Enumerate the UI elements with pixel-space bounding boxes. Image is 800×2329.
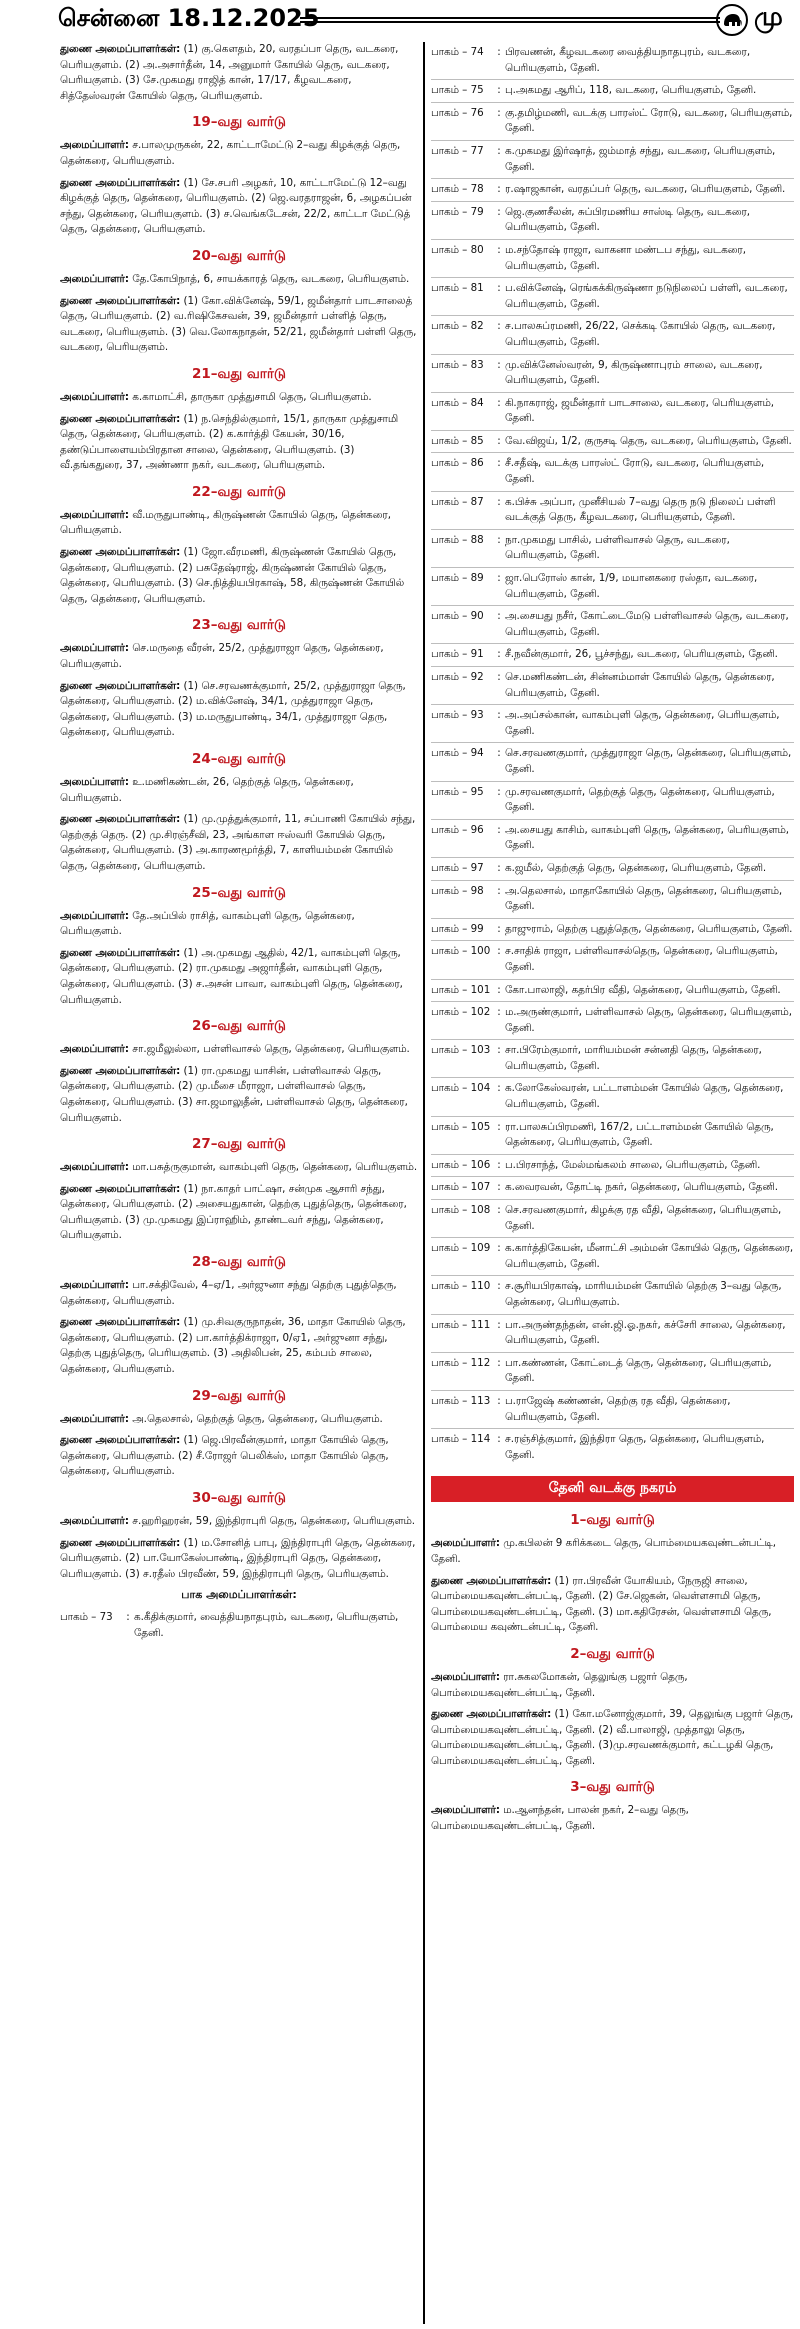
organiser-details: (1) செ.சரவணக்குமார், 25/2, முத்துராஜா தெரு, தென்கரை, பெரியகுளம். (2) ம.விக்னேஷ், 34/1, முத்துராஜா தெரு, தென்கரை, பெரியகுளம். (3) ம.மருதுபாண்டி, 34/1, முத்துராஜா தெரு, தென்கரை, பெரியகுளம். [60,679,406,739]
booth-row [431,667,794,705]
booth-number: பாகம் – 86 [431,457,484,470]
organiser-entry [60,545,418,607]
booth-number: பாகம் – 79 [431,205,484,218]
booth-separator: : [497,1181,501,1194]
role-label: துணை அமைப்பாளர்கள்: [60,176,181,189]
organiser-entry [60,1160,418,1176]
organiser-entry [431,1670,794,1701]
booth-separator: : [497,144,501,157]
role-label: துணை அமைப்பாளர்கள்: [431,1574,552,1587]
booth-organiser: பா.கண்ணன், கோட்டைத் தெரு, தென்கரை, பெரியகுளம், தேனி. [505,1356,772,1385]
booth-separator: : [497,572,501,585]
booth-number: பாகம் – 81 [431,282,484,295]
booth-number: பாகம் – 87 [431,495,484,508]
booth-row [431,316,794,354]
organiser-details: செ.மருதை வீரன், 25/2, முத்துராஜா தெரு, தென்கரை, பெரியகுளம். [60,642,384,671]
role-label: துணை அமைப்பாளர்கள்: [60,1434,181,1447]
organiser-details: தே.அப்பில் ராசித், வாகம்புளி தெரு, தென்கரை, பெரியகுளம். [60,909,355,938]
booth-row [431,431,794,454]
booth-separator: : [497,358,501,371]
booth-row [431,103,794,141]
organiser-entry [60,1514,418,1530]
elephant-emblem-icon [716,4,748,36]
ward-heading: 27–வது வார்டு [192,1136,286,1153]
booth-number: பாகம் – 93 [431,709,484,722]
ward-heading: 20–வது வார்டு [192,247,286,264]
booth-row [431,1315,794,1353]
booth-organiser: ம.சந்தோஷ் ராஜா, வாகனா மண்டப சந்து, வடகரை, பெரியகுளம், தேனி. [505,243,747,272]
booth-row [431,453,794,491]
booth-separator: : [497,243,501,256]
organiser-details: (1) கோ.விக்னேஷ், 59/1, ஜமீன்தார் பாடசாலைத் தெரு, பெரியகுளம். (2) வ.ரிஷிகேசவன், 39, ஜமீன்தார் பள்ளித் தெரு, வடகரை, பெரியகுளம். (3) வெ.லோகநாதன், 52/21, ஜமீன்தார் பள்ளி தெரு, வடகரை, பெரியகுளம். [60,294,417,354]
booth-organiser: கோ.பாலாஜி, கதர்பிர வீதி, தென்கரை, பெரியகுளம், தேனி. [505,983,781,996]
booth-organiser: செ.சரவணகுமார், கிழக்கு ரத வீதி, தென்கரை, பெரியகுளம், தேனி. [505,1204,782,1232]
booth-row [431,278,794,316]
role-label: அமைப்பாளர்: [431,1537,500,1550]
booth-separator: : [497,1006,501,1019]
booth-organiser: ர.ஷாஜகான், வரதப்பர் தெரு, வடகரை, பெரியகுளம், தேனி. [505,183,786,196]
booth-separator: : [497,84,501,97]
booth-row [431,179,794,202]
booth-organiser: மு.சரவணகுமார், தெற்குத் தெரு, தென்கரை, பெரியகுளம், தேனி. [505,785,775,814]
booth-separator: : [497,320,501,333]
masthead-title: மு [754,2,783,32]
booth-number: பாகம் – 97 [431,861,484,874]
booth-separator: : [497,434,501,447]
booth-separator: : [497,183,501,196]
booth-organiser: க.வைரவன், தோட்டி நகர், தென்கரை, பெரியகுளம், தேனி. [505,1181,778,1194]
ward-heading: 24–வது வார்டு [192,751,286,767]
booth-separator: : [126,1611,130,1624]
booth-row [431,1276,794,1314]
booth-number: பாகம் – 73 [60,1611,113,1624]
booth-number: பாகம் – 94 [431,747,484,760]
booth-separator: : [497,205,501,218]
booth-number: பாகம் – 114 [431,1433,491,1446]
role-label: அமைப்பாளர்: [60,1161,129,1174]
booth-separator: : [497,861,501,874]
role-label: அமைப்பாளர்: [60,390,129,403]
booth-organiser: க.கார்த்திகேயன், மீனாட்சி அம்மன் கோயில் தெரு, தென்கரை, பெரியகுளம், தேனி. [505,1242,794,1270]
role-label: அமைப்பாளர்: [60,272,129,285]
booth-organiser: க.முகமது இர்ஷாத், ஜம்மாத் சந்து, வடகரை, பெரியகுளம், தேனி. [505,144,776,173]
booth-organiser: ப.விக்னேஷ், ரெங்கக்கிருஷ்ணா நடுநிலைப் பள்ளி, வடகரை, பெரியகுளம், தேனி. [505,282,788,310]
booth-separator: : [497,823,501,836]
booth-number: பாகம் – 95 [431,785,484,798]
booth-row [431,1238,794,1276]
role-label: அமைப்பாளர்: [60,1043,129,1056]
booth-row [431,530,794,568]
organiser-entry [60,775,418,806]
booth-row [60,1607,418,1644]
booth-separator: : [497,1356,501,1369]
booth-separator: : [497,1394,501,1407]
organiser-details: (1) கோ.மனோஜ்குமார், 39, தெலுங்கு பஜார் தெரு, பொம்மையகவுண்டன்பட்டி, தேனி. (2) வீ.பாலாஜி, முத்தாலு தெரு, பொம்மையகவுண்டன்பட்டி, தேனி. (3)மு.சரவணக்குமார், கட்டழகி தெரு, பொம்மையகவுண்டன்பட்டி, தேனி. [431,1708,794,1767]
organiser-details: ம.ஆனந்தன், பாலன் நகர், 2–வது தெரு, பொம்மையகவுண்டன்பட்டி, தேனி. [431,1804,689,1833]
role-label: துணை அமைப்பாளர்கள்: [60,1182,181,1195]
booth-row [431,980,794,1003]
booth-row [431,705,794,743]
booth-organiser: அ.அப்சல்கான், வாகம்புளி தெரு, தென்கரை, பெரியகுளம், தேனி. [505,709,780,737]
role-label: துணை அமைப்பாளர்கள்: [60,1064,181,1077]
booth-row [431,393,794,431]
booth-number: பாகம் – 82 [431,320,484,333]
booth-organiser: ரா.பாலசுப்பிரமணி, 167/2, பட்டாளம்மன் கோயில் தெரு, தென்கரை, பெரியகுளம், தேனி. [505,1120,774,1149]
organiser-entry [60,138,418,169]
booth-organiser: செ.மணிகண்டன், சின்னம்மாள் கோயில் தெரு, தென்கரை, பெரியகுளம், தேனி. [505,671,775,699]
booth-organiser: கு.தமிழ்மணி, வடக்கு பாரஸ்ட் ரோடு, வடகரை, பெரியகுளம், தேனி. [505,106,793,135]
booth-organiser: ப.பிரசாந்த், மேல்மங்கலம் சாலை, பெரியகுளம், தேனி. [505,1158,761,1171]
organiser-entry [431,1803,794,1834]
booth-separator: : [497,785,501,798]
organiser-details: க.காமாட்சி, தாருகா முத்துசாமி தெரு, பெரியகுளம். [128,390,372,403]
booth-row [431,941,794,979]
booth-row [431,1155,794,1178]
booth-organiser: ச.ரஞ்சித்குமார், இந்திரா தெரு, தென்கரை, பெரியகுளம், தேனி. [505,1433,765,1461]
booth-row [431,492,794,530]
booth-separator: : [497,884,501,897]
booth-number: பாகம் – 108 [431,1204,491,1217]
booth-row [431,1391,794,1429]
booth-organiser: ச.சூரியபிரகாஷ், மாரியம்மன் கோயில் தெற்கு 3–வது தெரு, தென்கரை, பெரியகுளம். [505,1280,782,1308]
organiser-entry [60,1064,418,1126]
booth-number: பாகம் – 107 [431,1181,491,1194]
booth-number: பாகம் – 113 [431,1394,491,1407]
organiser-entry [60,1042,418,1058]
organiser-details: ச.ஹரிஹரன், 59, இந்திராபுரி தெரு, தென்கரை, பெரியகுளம். [128,1515,416,1527]
booth-number: பாகம் – 92 [431,671,484,683]
role-label: அமைப்பாளர்: [60,776,129,788]
organiser-entry [60,1278,418,1309]
role-label: அமைப்பாளர்: [60,1412,129,1425]
organiser-details: வீ.மருதுபாண்டி, கிருஷ்ணன் கோயில் தெரு, தென்கரை, பெரியகுளம். [60,508,391,537]
role-label: அமைப்பாளர்: [60,1279,129,1292]
booth-separator: : [497,1280,501,1293]
organiser-entry [60,1315,418,1377]
booth-row [431,858,794,881]
organiser-details: (1) மு.முத்துக்குமார், 11, சப்பாணி கோயில் சந்து, தெற்குத் தெரு. (2) மு.சிரஞ்சீவி, 23, அங்காள ஈஸ்வரி கோயில் தெரு, தென்கரை, பெரியகுளம். (3) அ.காரணமூர்த்தி, 7, காளியம்மன் கோயில் தெரு, தென்கரை, பெரியகுளம். [60,813,416,872]
organiser-entry [60,176,418,238]
booth-separator: : [497,396,501,409]
booth-number: பாகம் – 96 [431,823,484,836]
organiser-details: ரா.சுகலமோகன், தெலுங்கு பஜார் தெரு, பொம்மையகவுண்டன்பட்டி, தேனி. [431,1670,688,1699]
booth-separator: : [497,1120,501,1133]
section-banner: தேனி வடக்கு நகரம் [431,1476,794,1502]
booth-organiser: ச.சாதிக் ராஜா, பள்ளிவாசல்தெரு, தென்கரை, பெரியகுளம், தேனி. [505,945,778,973]
organiser-details: (1) ந.செந்தில்குமார், 15/1, தாருகா முத்துசாமி தெரு, தென்கரை, பெரியகுளம். (2) க.கார்த்தி கேயன், 30/16, தண்டுப்பாளையம்பிரதான சாலை, தென்கரை, பெரியகுளம். (3) வீ.தங்கதுரை, 37, அண்ணா நகர், வடகரை, பெரியகுளம். [60,412,399,472]
role-label: துணை அமைப்பாளர்கள்: [60,43,181,55]
booth-separator: : [497,1204,501,1217]
organiser-details: பா.சக்திவேல், 4–ஏ/1, அர்ஜுனா சந்து தெற்கு புதுத்தெரு, தென்கரை, பெரியகுளம். [60,1279,397,1307]
role-label: துணை அமைப்பாளர்கள்: [60,1316,181,1329]
booth-organiser: அ.தெலசால், மாதாகோயில் தெரு, தென்கரை, பெரியகுளம், தேனி. [505,884,783,913]
organiser-details: மு.கபிலன் 9 கரிக்கடை தெரு, பொம்மையகவுண்டன்பட்டி, தேனி. [431,1537,776,1565]
booth-row [431,1040,794,1078]
booth-organiser: மு.விக்னேஸ்வரன், 9, கிருஷ்ணாபுரம் சாலை, வடகரை, பெரியகுளம், தேனி. [505,358,763,387]
role-label: துணை அமைப்பாளர்கள்: [431,1708,552,1721]
booth-row [431,1078,794,1116]
organiser-entry [60,272,418,288]
booth-organiser: அ.சையது காசிம், வாகம்புளி தெரு, தென்கரை, பெரியகுளம், தேனி. [505,823,790,852]
booth-separator: : [497,983,501,996]
role-label: அமைப்பாளர்: [60,642,129,655]
booth-row [431,240,794,278]
booth-number: பாகம் – 75 [431,84,484,97]
booth-organiser: க.லோகேஸ்வரன், பட்டாளம்மன் கோயில் தெரு, தென்கரை, பெரியகுளம், தேனி. [505,1082,784,1111]
booth-separator: : [497,1318,501,1331]
booth-number: பாகம் – 74 [431,46,484,58]
organiser-entry [60,812,418,874]
edition-city-date: சென்னை 18.12.2025 [58,4,320,32]
booth-separator: : [497,1433,501,1446]
booth-row [431,1429,794,1466]
role-label: அமைப்பாளர்: [60,508,129,521]
booth-organiser: சா.பிரேம்குமார், மாரியம்மன் சன்னதி தெரு, தென்கரை, பெரியகுளம், தேனி. [505,1044,762,1072]
role-label: அமைப்பாளர்: [431,1804,500,1817]
organiser-details: அ.தெலசால், தெற்குத் தெரு, தென்கரை, பெரியகுளம். [128,1412,383,1425]
booth-number: பாகம் – 105 [431,1120,491,1133]
page-header [0,0,800,40]
booth-row [431,606,794,644]
role-label: துணை அமைப்பாளர்கள்: [60,946,181,959]
booth-row [431,568,794,606]
elephant-emblem-icon-svg [720,8,744,32]
booth-number: பாகம் – 111 [431,1318,491,1331]
booth-organisers-heading: பாக அமைப்பாளர்கள்: [181,1588,297,1602]
booth-number: பாகம் – 106 [431,1158,491,1171]
booth-number: பாகம் – 85 [431,434,484,447]
organiser-details: (1) மு.சிவகுருநாதன், 36, மாதா கோயில் தெரு, தென்கரை, பெரியகுளம். (2) பா.கார்த்திக்ராஜா, 0/ஏ1, அர்ஜுனா சந்து, தெற்கு புதுத்தெரு, பெரியகுளம். (3) அதிலிபன், 25, கம்பம் சாலை, தென்கரை, பெரியகுளம். [60,1316,406,1376]
booth-row [431,202,794,240]
booth-organiser: செ.சரவணகுமார், முத்துராஜா தெரு, தென்கரை, பெரியகுளம், தேனி. [505,747,792,775]
booth-number: பாகம் – 99 [431,922,484,935]
role-label: அமைப்பாளர்: [431,1670,500,1683]
booth-organiser: ம.அருண்குமார், பள்ளிவாசல் தெரு, தென்கரை, பெரியகுளம், தேனி. [505,1006,792,1034]
booth-separator: : [497,671,501,683]
organiser-details: உ.மணிகண்டன், 26, தெற்குத் தெரு, தென்கரை, பெரியகுளம். [60,776,354,804]
right-column [431,42,794,2324]
booth-number: பாகம் – 89 [431,572,484,585]
organiser-entry [431,1536,794,1567]
booth-number: பாகம் – 100 [431,945,491,958]
ward-heading: 1–வது வார்டு [570,1512,655,1529]
booth-row [431,782,794,820]
booth-row [431,1200,794,1238]
booth-row [431,141,794,179]
booth-organiser: ஜா.பெரோஸ் கான், 1/9, மயானகரை ரஸ்தா, வடகரை, பெரியகுளம், தேனி. [505,572,758,600]
ward-heading: 21–வது வார்டு [192,365,286,382]
booth-organiser: க.ஜமீல், தெற்குத் தெரு, தென்கரை, பெரியகுளம், தேனி. [505,861,767,874]
role-label: துணை அமைப்பாளர்கள்: [60,412,181,425]
booth-number: பாகம் – 80 [431,243,484,256]
booth-number: பாகம் – 109 [431,1242,491,1255]
organiser-entry [431,1574,794,1636]
booth-organiser: கி.நாகராஜ், ஜமீன்தார் பாடசாலை, வடகரை, பெரியகுளம், தேனி. [505,396,775,425]
organiser-details: தே.கோபிநாத், 6, சாயக்காரத் தெரு, வடகரை, பெரியகுளம். [128,272,410,285]
organiser-details: (1) ம.சோனித் பாபு, இந்திராபுரி தெரு, தென்கரை, பெரியகுளம். (2) பா.யோகேஸ்பாண்டி, இந்திராபுரி தெரு, தென்கரை, பெரியகுளம். (3) ச.ரதீஸ் பிரவீண், 59, இந்திராபுரி தெரு, பெரியகுளம். [60,1536,416,1580]
booth-row [431,919,794,942]
booth-organiser: சீ.சதீஷ், வடக்கு பாரஸ்ட் ரோடு, வடகரை, பெரியகுளம், தேனி. [505,457,765,486]
booth-number: பாகம் – 103 [431,1044,491,1057]
organiser-details: (1) ரா.பிரவீன் யோகியம், நேருஜி சாலை, பொம்மையகவுண்டன்பட்டி, தேனி. (2) சே.ஜெகன், வெள்ளசாமி தெரு, பொம்மையகவுண்டன்பட்டி, தேனி. (3) மா.கதிரேசன், வெள்ளசாமி தெரு, பொம்மைய கவுண்டன்பட்டி, தேனி. [431,1574,772,1634]
header-rule [300,17,720,23]
organiser-details: ச.பாலமுருகன், 22, காட்டாமேட்டு 2–வது கிழக்குத் தெரு, தென்கரை, பெரியகுளம். [60,139,401,167]
booth-organiser: பிரவணன், கீழவடகரை வைத்தியநாதபுரம், வடகரை, பெரியகுளம், தேனி. [505,46,751,74]
booth-separator: : [497,457,501,470]
booth-row [431,820,794,858]
role-label: துணை அமைப்பாளர்கள்: [60,294,181,307]
booth-organiser: ச.பாலசுப்ரமணி, 26/22, செக்கடி கோயில் தெரு, வடகரை, பெரியகுளம், தேனி. [505,320,776,348]
ward-heading: 28–வது வார்டு [192,1254,286,1271]
ward-heading: 22–வது வார்டு [192,483,286,500]
organiser-details: மா.பசுத்ருகுமான், வாகம்புளி தெரு, தென்கரை, பெரியகுளம். [128,1161,418,1174]
booth-organiser: க.கீதிக்குமார், வைத்தியநாதபுரம், வடகரை, பெரியகுளம், தேனி. [134,1611,399,1639]
booth-number: பாகம் – 83 [431,358,484,371]
booth-separator: : [497,1158,501,1171]
booth-row [431,1002,794,1040]
booth-number: பாகம் – 101 [431,983,491,996]
role-label: அமைப்பாளர்: [60,909,129,922]
booth-organiser: நா.முகமது பாசில், பள்ளிவாசல் தெரு, வடகரை, பெரியகுளம், தேனி. [505,533,730,562]
ward-heading: 26–வது வார்டு [192,1018,286,1035]
booth-row [431,881,794,919]
organiser-entry [60,1433,418,1480]
booth-number: பாகம் – 102 [431,1006,491,1019]
booth-row [431,80,794,103]
booth-row [431,644,794,667]
booth-organiser: ஜெ.குணசீலன், சுப்பிரமணிய சாஸ்டி தெரு, வடகரை, பெரியகுளம், தேனி. [505,205,751,234]
ward-heading: 3–வது வார்டு [570,1779,655,1796]
organiser-entry [60,1412,418,1428]
booth-separator: : [497,282,501,295]
booth-number: பாகம் – 104 [431,1082,491,1095]
ward-heading: 19–வது வார்டு [192,114,286,131]
booth-number: பாகம் – 98 [431,884,484,897]
organiser-details: (1) சே.சபரி அழகர், 10, காட்டாமேட்டு 12–வது கிழக்குத் தெரு, தென்கரை, பெரியகுளம். (2) ஜெ.வரதராஜன், 6, அழகப்பன் சந்து, தென்கரை, பெரியகுளம். (3) ச.வெங்கடேசன், 22/2, காட்டா மேட்டுத் தெரு, தென்கரை, பெரியகுளம். [60,176,412,236]
organiser-details: (1) ரா.முகமது யாசின், பள்ளிவாசல் தெரு, தென்கரை, பெரியகுளம். (2) மு.மீசை மீராஜா, பள்ளிவாசல் தெரு, தென்கரை, பெரியகுளம். (3) சா.ஜமாலுதீன், பள்ளிவாசல் தெரு, தென்கரை, பெரியகுளம். [60,1064,408,1124]
organiser-entry [60,390,418,406]
organiser-entry [60,294,418,356]
organiser-entry [60,946,418,1008]
role-label: துணை அமைப்பாளர்கள்: [60,813,181,826]
booth-separator: : [497,1082,501,1095]
booth-row [431,1177,794,1200]
organiser-entry [60,1536,418,1583]
organiser-details: (1) நா.காதர் பாட்ஷா, சன்முக ஆசாரி சந்து, தென்கரை, பெரியகுளம். (2) அசையதுகான், தெற்கு புதுத்தெரு, தென்கரை, பெரியகுளம். (3) மு.முகமது இப்ராஹிம், தாண்டவர் சந்து, தென்கரை, பெரியகுளம். [60,1182,407,1242]
organiser-details: (1) அ.முகமது ஆதில், 42/1, வாகம்புளி தெரு, தென்கரை, பெரியகுளம். (2) ரா.முகமது அஜார்தீன், வாகம்புளி தெரு, தென்கரை, பெரியகுளம். (3) ச.அசன் பாவா, வாகம்புளி தெரு, தென்கரை, பெரியகுளம். [60,946,403,1006]
organiser-entry [60,412,418,474]
booth-number: பாகம் – 78 [431,183,484,196]
role-label: துணை அமைப்பாளர்கள்: [60,1536,181,1549]
organiser-entry [60,909,418,940]
booth-row [431,1117,794,1155]
booth-organiser: சீ.நவீன்குமார், 26, பூச்சந்து, வடகரை, பெரியகுளம், தேனி. [505,648,778,661]
organiser-entry [60,42,418,104]
booth-organiser: ப.ராஜேஷ் கண்ணன், தெற்கு ரத வீதி, தென்கரை, பெரியகுளம், தேனி. [505,1394,731,1423]
organiser-entry [60,1182,418,1244]
ward-heading: 2–வது வார்டு [570,1645,655,1662]
organiser-entry [60,641,418,672]
booth-number: பாகம் – 88 [431,533,484,546]
booth-separator: : [497,1242,501,1255]
left-column [60,42,418,2324]
booth-separator: : [497,945,501,958]
booth-separator: : [497,922,501,935]
booth-organiser: பா.அருண்தந்தன், என்.ஜி.ஓ.நகர், கச்சேரி சாலை, தென்கரை, பெரியகுளம், தேனி. [505,1318,786,1347]
organiser-details: சா.ஜமீலுல்லா, பள்ளிவாசல் தெரு, தென்கரை, பெரியகுளம். [128,1043,410,1056]
booth-row [431,1353,794,1391]
booth-separator: : [497,709,501,722]
booth-row [431,743,794,781]
booth-separator: : [497,533,501,546]
organiser-details: (1) ஜோ.வீரமணி, கிருஷ்ணன் கோயில் தெரு, தென்கரை, பெரியகுளம். (2) பசுதேஷ்ராஜ், கிருஷ்ணன் கோயில் தெரு, தென்கரை, பெரியகுளம். (3) செ.நித்தியபிரகாஷ், 58, கிருஷ்ணன் கோயில் தெரு, தென்கரை, பெரியகுளம். [60,546,405,605]
booth-separator: : [497,610,501,623]
booth-organiser: க.பிச்சு அப்பா, முனீசியல் 7–வது தெரு நடு நிலைப் பள்ளி வடக்குத் தெரு, கீழவடகரை, பெரியகுளம், தேனி. [505,495,776,524]
booth-number: பாகம் – 112 [431,1356,491,1369]
organiser-entry [60,679,418,741]
booth-number: பாகம் – 110 [431,1280,491,1293]
booth-organiser: வே.விஜய், 1/2, குருசடி தெரு, வடகரை, பெரியகுளம், தேனி. [505,434,792,447]
booth-separator: : [497,106,501,119]
organiser-entry [431,1707,794,1769]
booth-organiser: தாஜுராம், தெற்கு புதுத்தெரு, தென்கரை, பெரியகுளம், தேனி. [505,922,793,935]
booth-number: பாகம் – 84 [431,396,484,409]
ward-heading: 25–வது வார்டு [192,884,286,901]
organiser-entry [60,508,418,539]
booth-number: பாகம் – 91 [431,648,484,661]
booth-separator: : [497,46,501,58]
ward-heading: 30–வது வார்டு [192,1490,286,1506]
organiser-details: (1) கு.கௌதம், 20, வரதப்பா தெரு, வடகரை, பெரியகுளம். (2) அ.அசார்தீன், 14, அனுமார் கோயில் தெரு, வடகரை, பெரியகுளம். (3) சே.முகமது ராஜித் கான், 17/17, கீழவடகரை, சித்தேஸ்வரன் கோயில் தெரு, பெரியகுளம். [60,43,399,102]
role-label: அமைப்பாளர்: [60,139,129,152]
ward-heading: 29–வது வார்டு [192,1387,286,1404]
booth-separator: : [497,495,501,508]
booth-organiser: அ.சையது நசீர், கோட்டைமேடு பள்ளிவாசல் தெரு, வடகரை, பெரியகுளம், தேனி. [505,610,789,638]
organiser-details: (1) ஜெ.பிரவீன்குமார், மாதா கோயில் தெரு, தென்கரை, பெரியகுளம். (2) சீ.ரோஜர் பெலிக்ஸ், மாதா கோயில் தெரு, தென்கரை, பெரியகுளம். [60,1434,389,1478]
booth-separator: : [497,1044,501,1057]
ward-heading: 23–வது வார்டு [192,617,286,634]
booth-separator: : [497,747,501,760]
booth-number: பாகம் – 90 [431,610,484,623]
newspaper-page [60,42,794,2324]
booth-number: பாகம் – 77 [431,144,484,157]
booth-row [431,355,794,393]
role-label: அமைப்பாளர்: [60,1515,129,1527]
column-divider [423,42,425,2324]
booth-separator: : [497,648,501,661]
booth-number: பாகம் – 76 [431,106,484,119]
role-label: துணை அமைப்பாளர்கள்: [60,546,181,559]
booth-row [431,42,794,80]
role-label: துணை அமைப்பாளர்கள்: [60,679,181,692]
booth-organiser: பு.அகமது ஆரிப், 118, வடகரை, பெரியகுளம், தேனி. [505,84,757,97]
